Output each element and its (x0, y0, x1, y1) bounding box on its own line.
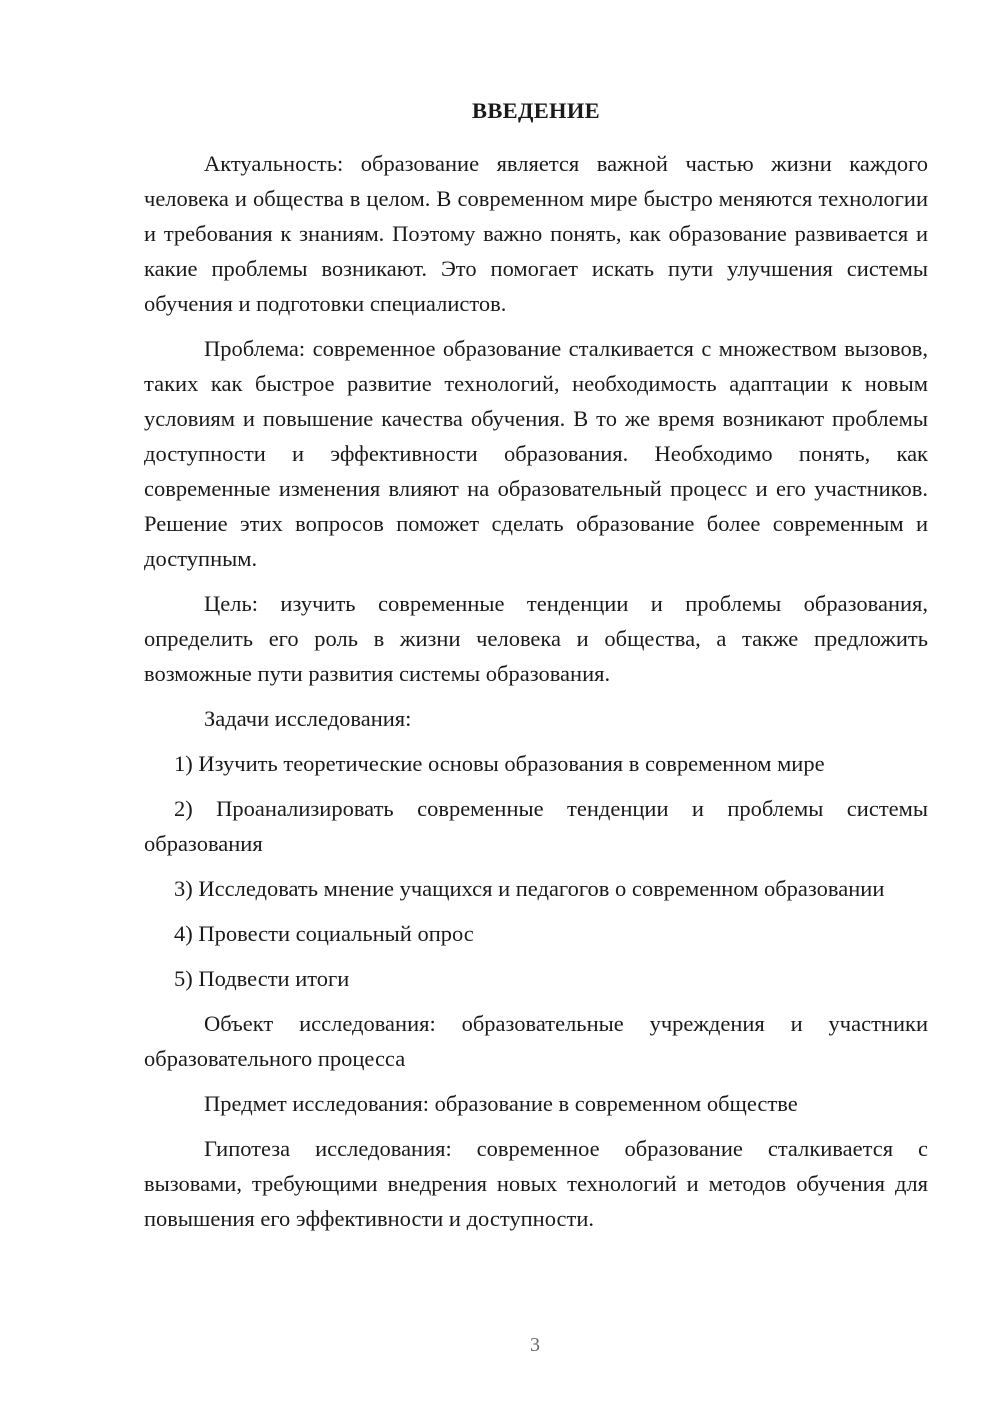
document-body (144, 96, 928, 1246)
task-item-2: 2) Проанализировать современные тенденции и проблемы системы образования (144, 796, 928, 856)
paragraph-tasks-heading: Задачи исследования: (204, 706, 412, 731)
paragraph-subject: Предмет исследования: образование в современном обществе (204, 1091, 798, 1116)
paragraph-relevance: Актуальность: образование является важной частью жизни каждого человека и общества в целом. В современном мире быстро меняются технологии и требования к знаниям. Поэтому важно понять, как образование развивается и какие проблемы возникают. Это помогает искать пути улучшения системы обучения и подготовки специалистов. (144, 151, 928, 316)
task-item-4: 4) Провести социальный опрос (174, 921, 474, 946)
section-title: ВВЕДЕНИЕ (472, 98, 600, 123)
task-item-5: 5) Подвести итоги (174, 966, 350, 991)
page-number: 3 (530, 1334, 540, 1356)
paragraph-goal: Цель: изучить современные тенденции и проблемы образования, определить его роль в жизни человека и общества, а также предложить возможные пути развития системы образования. (144, 591, 928, 686)
paragraph-hypothesis: Гипотеза исследования: современное образование сталкивается с вызовами, требующими внедрения новых технологий и методов обучения для повышения его эффективности и доступности. (144, 1136, 928, 1231)
paragraph-problem: Проблема: современное образование сталкивается с множеством вызовов, таких как быстрое развитие технологий, необходимость адаптации к новым условиям и повышение качества обучения. В то же время возникают проблемы доступности и эффективности образования. Необходимо понять, как современные изменения влияют на образовательный процесс и его участников. Решение этих вопросов поможет сделать образование более современным и доступным. (144, 336, 928, 571)
task-item-3: 3) Исследовать мнение учащихся и педагогов о современном образовании (174, 876, 885, 901)
paragraph-object: Объект исследования: образовательные учреждения и участники образовательного процесса (144, 1011, 928, 1071)
task-item-1: 1) Изучить теоретические основы образования в современном мире (174, 751, 825, 776)
